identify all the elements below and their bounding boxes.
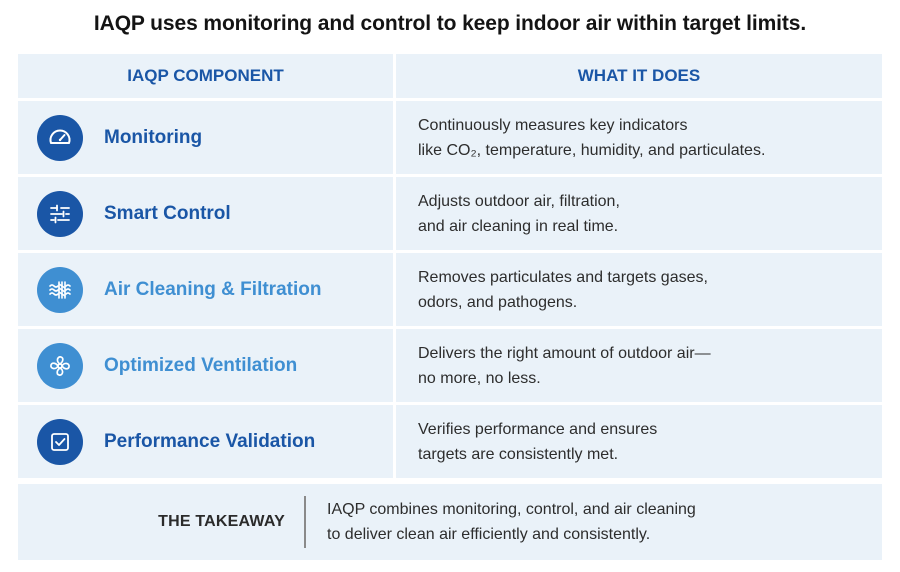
description-line: targets are consistently met.: [418, 445, 619, 463]
gauge-icon: [37, 115, 83, 161]
description-line: odors, and pathogens.: [418, 293, 578, 311]
component-label: Monitoring: [104, 126, 203, 148]
description-line: no more, no less.: [418, 369, 541, 387]
table-row: [18, 101, 882, 174]
description-line: Continuously measures key indicators: [418, 116, 688, 134]
description-line: and air cleaning in real time.: [418, 217, 619, 235]
table-row: [18, 253, 882, 326]
header-what-it-does: WHAT IT DOES: [396, 54, 882, 98]
table-row: [18, 405, 882, 478]
filter-icon: [37, 267, 83, 313]
description-cell: [396, 405, 882, 478]
header-component: IAQP COMPONENT: [18, 54, 393, 98]
component-label: Optimized Ventilation: [104, 354, 298, 376]
description-line: Removes particulates and targets gases,: [418, 268, 708, 286]
description-cell: [396, 177, 882, 250]
takeaway-line: to deliver clean air efficiently and consistently.: [327, 526, 651, 543]
component-cell: [18, 329, 393, 402]
description-line: like CO₂, temperature, humidity, and particulates.: [418, 141, 766, 159]
component-cell: [18, 101, 393, 174]
table-row: [18, 177, 882, 250]
takeaway-line: IAQP combines monitoring, control, and air cleaning: [327, 501, 696, 518]
component-cell: [18, 405, 393, 478]
description-cell: [396, 253, 882, 326]
component-cell: [18, 253, 393, 326]
takeaway-panel: [18, 484, 882, 560]
description-line: Adjusts outdoor air, filtration,: [418, 192, 620, 210]
description-cell: [396, 329, 882, 402]
component-label: Performance Validation: [104, 430, 316, 452]
table-row: [18, 329, 882, 402]
component-label: Smart Control: [104, 202, 231, 224]
description-cell: [396, 101, 882, 174]
takeaway-text: [306, 497, 696, 547]
takeaway-label: THE TAKEAWAY: [158, 513, 285, 530]
fan-icon: [37, 343, 83, 389]
description-line: Verifies performance and ensures: [418, 420, 658, 438]
page-title: IAQP uses monitoring and control to keep indoor air within target limits.: [93, 12, 807, 35]
iaqp-table: [18, 54, 882, 481]
component-label: Air Cleaning & Filtration: [104, 278, 322, 300]
component-cell: [18, 177, 393, 250]
checkbox-icon: [37, 419, 83, 465]
description-line: Delivers the right amount of outdoor air—: [418, 344, 711, 362]
sliders-icon: [37, 191, 83, 237]
table-header-row: [18, 54, 882, 98]
